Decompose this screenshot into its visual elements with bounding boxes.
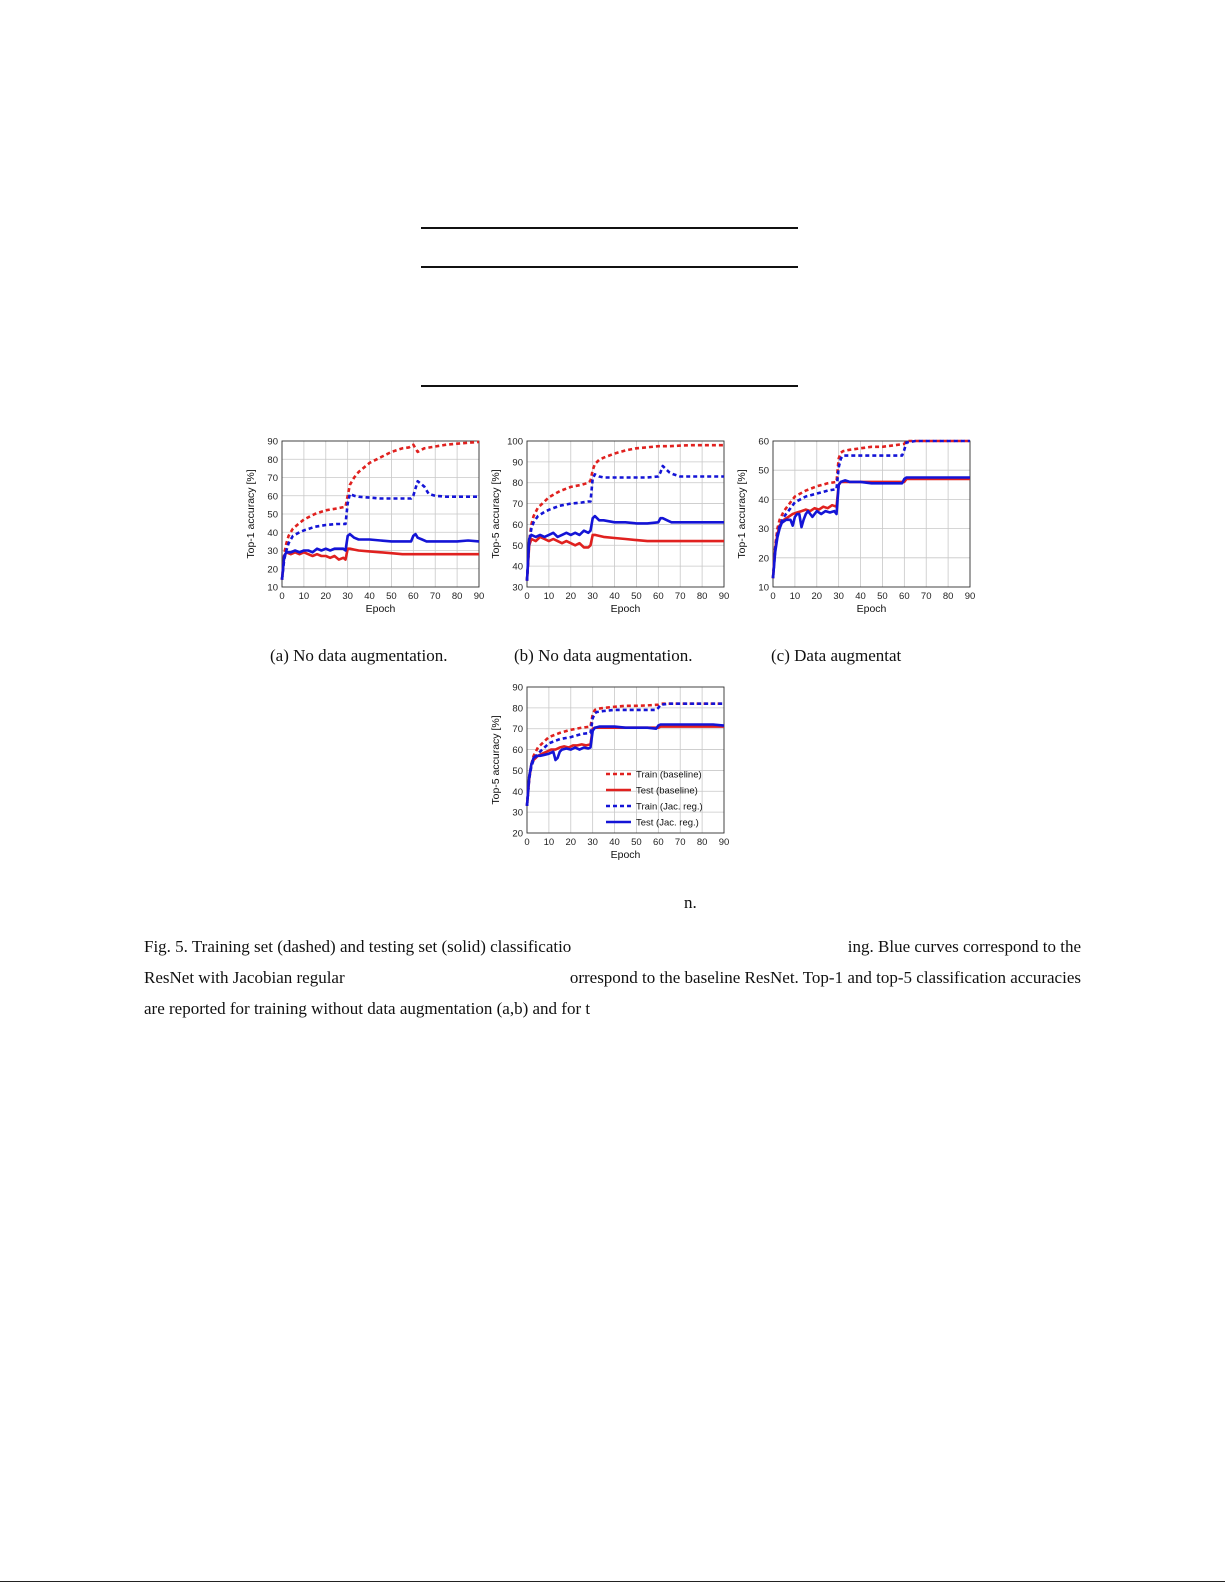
series-line-test-base (527, 535, 724, 581)
x-tick-label: 70 (674, 837, 686, 848)
x-tick-label: 40 (609, 837, 620, 848)
chart-b-svg (490, 438, 735, 623)
subcaption-c: (c) Data augmentat (771, 646, 902, 665)
y-tick-label: 50 (758, 465, 769, 477)
y-tick-label: 50 (267, 509, 278, 521)
x-tick-label: 50 (631, 591, 642, 602)
table-header-rule (421, 266, 798, 268)
x-tick-label: 0 (524, 837, 530, 848)
plot-frame (527, 441, 724, 587)
y-tick-label: 20 (758, 553, 769, 565)
series-line-test-base (282, 549, 479, 580)
x-tick-label: 30 (587, 591, 598, 602)
x-tick-label: 20 (565, 591, 577, 602)
table-top-rule (421, 227, 798, 229)
y-tick-label: 100 (507, 436, 523, 448)
grid (773, 441, 970, 587)
y-tick-label: 80 (512, 478, 523, 490)
subcaption-b: (b) No data augmentation. (514, 646, 693, 665)
caption-line-3: are reported for training without data augmentation (a,b) and for t (144, 999, 591, 1018)
y-tick-label: 70 (512, 724, 523, 736)
x-tick-label: 40 (855, 591, 866, 602)
x-tick-label: 80 (451, 591, 463, 602)
subcaption-a: (a) No data augmentation. (270, 646, 448, 665)
chart-c (736, 438, 981, 623)
legend (606, 770, 703, 829)
x-axis-label: Epoch (610, 849, 641, 861)
plot-frame (773, 441, 970, 587)
caption-line-1-left: Fig. 5. Training set (dashed) and testing set (solid) classificatio (144, 937, 572, 956)
chart-d (490, 684, 735, 869)
figure-caption-line-3 (144, 999, 1081, 1019)
y-tick-label: 10 (758, 582, 769, 594)
x-tick-label: 90 (473, 591, 485, 602)
y-tick-label: 60 (758, 436, 769, 448)
series-line-test-jac (773, 478, 970, 579)
x-tick-label: 0 (279, 591, 285, 602)
y-tick-label: 30 (758, 524, 769, 536)
grid (282, 441, 479, 587)
y-tick-label: 10 (267, 582, 278, 594)
chart-c-svg (736, 438, 981, 623)
x-tick-label: 90 (964, 591, 976, 602)
x-tick-label: 70 (429, 591, 441, 602)
caption-line-1-right: ing. Blue curves correspond to the (847, 937, 1081, 956)
series-line-train-base (282, 442, 479, 580)
legend-label: Test (Jac. reg.) (636, 817, 699, 829)
chart-b (490, 438, 735, 623)
x-tick-label: 40 (364, 591, 375, 602)
grid (527, 441, 724, 587)
x-axis-label: Epoch (610, 603, 641, 615)
caption-line-2-right: orrespond to the baseline ResNet. Top-1 and top-5 classification accuracies (569, 968, 1081, 987)
x-tick-label: 60 (653, 591, 664, 602)
x-tick-label: 60 (408, 591, 419, 602)
x-tick-label: 0 (524, 591, 530, 602)
y-tick-label: 60 (512, 519, 523, 531)
y-tick-label: 20 (267, 564, 278, 576)
y-tick-label: 40 (512, 561, 523, 573)
y-tick-label: 30 (267, 546, 278, 557)
legend-label: Test (baseline) (636, 785, 698, 797)
y-tick-label: 90 (267, 436, 278, 448)
x-tick-label: 90 (718, 837, 730, 848)
x-tick-label: 60 (899, 591, 910, 602)
x-tick-label: 80 (696, 591, 708, 602)
legend-label: Train (baseline) (636, 769, 702, 781)
y-tick-label: 60 (267, 491, 278, 503)
legend-label: Train (Jac. reg.) (636, 801, 703, 813)
chart-d-svg (490, 684, 735, 869)
y-tick-label: 40 (758, 494, 769, 506)
x-tick-label: 10 (298, 591, 310, 602)
x-tick-label: 80 (942, 591, 954, 602)
x-axis-label: Epoch (365, 603, 396, 615)
x-tick-label: 10 (789, 591, 801, 602)
y-tick-label: 40 (267, 527, 278, 539)
x-tick-label: 10 (543, 591, 555, 602)
y-tick-label: 80 (512, 703, 523, 715)
x-tick-label: 20 (320, 591, 332, 602)
x-tick-label: 70 (674, 591, 686, 602)
figure-caption-line-2 (144, 968, 1081, 988)
x-tick-label: 30 (833, 591, 844, 602)
x-tick-label: 40 (609, 591, 620, 602)
x-tick-label: 50 (631, 837, 642, 848)
x-tick-label: 80 (696, 837, 708, 848)
y-tick-label: 90 (512, 457, 523, 469)
figure-caption-line-1 (144, 937, 1081, 957)
y-tick-label: 70 (512, 499, 523, 511)
series-line-test-jac (527, 516, 724, 581)
x-tick-label: 50 (877, 591, 888, 602)
x-tick-label: 20 (811, 591, 823, 602)
y-tick-label: 50 (512, 765, 523, 777)
x-tick-label: 30 (342, 591, 353, 602)
y-tick-label: 80 (267, 454, 278, 466)
x-tick-label: 30 (587, 837, 598, 848)
y-tick-label: 70 (267, 473, 278, 484)
x-tick-label: 60 (653, 837, 664, 848)
y-tick-label: 60 (512, 745, 523, 757)
x-axis-label: Epoch (856, 603, 887, 615)
table-bottom-rule (421, 385, 798, 387)
y-axis-label: Top-1 accuracy [%] (245, 469, 257, 559)
y-tick-label: 50 (512, 540, 523, 552)
x-tick-label: 90 (718, 591, 730, 602)
y-tick-label: 30 (512, 807, 523, 819)
y-axis-label: Top-5 accuracy [%] (490, 715, 502, 805)
y-tick-label: 40 (512, 786, 523, 798)
caption-line-2-left: ResNet with Jacobian regular (144, 968, 345, 987)
y-tick-label: 30 (512, 582, 523, 594)
x-tick-label: 0 (770, 591, 776, 602)
x-tick-label: 10 (543, 837, 555, 848)
x-tick-label: 20 (565, 837, 577, 848)
subcaption-d: n. (684, 893, 697, 912)
chart-a (245, 438, 490, 623)
x-tick-label: 70 (920, 591, 932, 602)
y-tick-label: 90 (512, 682, 523, 694)
y-axis-label: Top-5 accuracy [%] (490, 469, 502, 559)
y-axis-label: Top-1 accuracy [%] (736, 469, 748, 559)
page-bottom-rule (0, 1581, 1225, 1582)
series-line-train-base (527, 445, 724, 581)
y-tick-label: 20 (512, 828, 523, 840)
x-tick-label: 50 (386, 591, 397, 602)
chart-a-svg (245, 438, 490, 623)
